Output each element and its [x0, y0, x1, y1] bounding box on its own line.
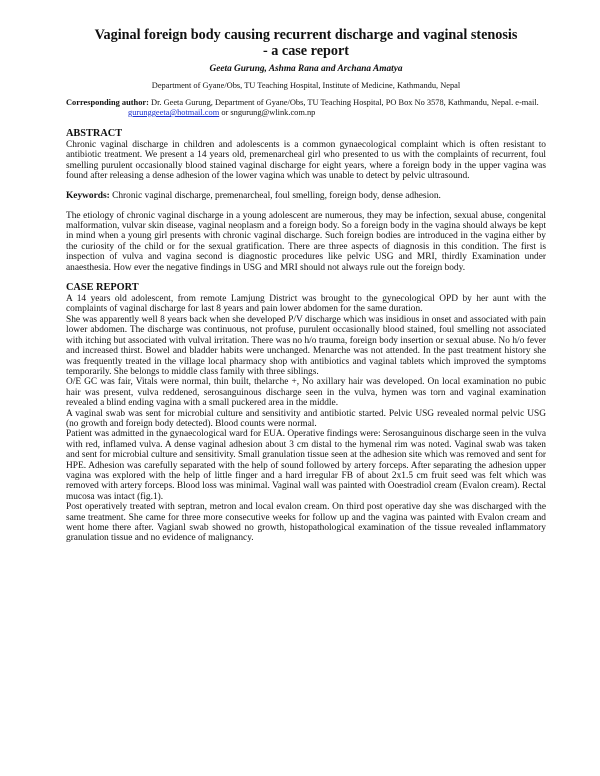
case-paragraph-6: Post operatively treated with septran, metron and local evalon cream. On third post operative day she was discharged with the same treatment. She came for three more consecutive weeks for follow up and the vagina was painted with Evalon cream and went home there after. Vagianl swab showed no growth, histopathological examination of the tissue revealed inflammatory granulation tissue and no evidence of malignancy.: [66, 502, 546, 544]
author-list: Geeta Gurung, Ashma Rana and Archana Amatya: [209, 64, 403, 74]
case-paragraph-5: Patient was admitted in the gynaecological ward for EUA. Operative findings were: Serosanguinous discharge seen in the vulva with red, inflamed vulva. A dense vaginal adhesion about 3 cm distal to the hymenal rim was noted. Vaginal swab was taken and sent for microbial culture and sensitivity. Small granulation tissue seen at the adhesion site which was removed and sent for HPE. Adhesion was carefully separated with the help of sound followed by artery forceps. After separating the adhesion upper vagina was explored with the help of little finger and a hard irregular FB of about 2x1.5 cm fruit seed was felt which was removed with artery forceps. Blood loss was minimal. Vaginal wall was painted with Ooestradiol cream (Evalon cream). Rectal mucosa was intact (fig.1).: [66, 429, 546, 502]
paper-title: [66, 27, 546, 59]
corresponding-author: [66, 98, 546, 118]
keywords: [66, 191, 546, 202]
case-paragraph-4: A vaginal swab was sent for microbial culture and sensitivity and antibiotic started. Pelvic USG revealed normal pelvic USG (no growth and foreign body detected). Blood counts were normal.: [66, 408, 546, 429]
title-line-1: Vaginal foreign body causing recurrent discharge and vaginal stenosis: [94, 27, 518, 43]
corresponding-tail: or sngurung@wlink.com.np: [221, 108, 316, 117]
keywords-text: Chronic vaginal discharge, premenarcheal, foul smelling, foreign body, dense adhesion.: [112, 190, 441, 201]
corresponding-text: Dr. Geeta Gurung, Department of Gyane/Obs, TU Teaching Hospital, PO Box No 3578, Kathmandu, Nepal. e-mail.: [151, 98, 539, 107]
case-report-heading: CASE REPORT: [66, 282, 139, 294]
abstract-heading: ABSTRACT: [66, 128, 123, 139]
case-paragraph-3: O/E GC was fair, Vitals were normal, thin built, thelarche +, No axillary hair was developed. On local examination no pubic hair was present, vulva reddened, serosanguinous discharge seen in the vulva, hymen was torn and vaginal examination revealed a blind ending vagina with a small puckered area in the middle.: [66, 377, 546, 409]
email-link[interactable]: gurunggeeta@hotmail.com: [128, 108, 220, 117]
intro-paragraph: The etiology of chronic vaginal discharge in a young adolescent are numerous, they may be infection, sexual abuse, congenital malformation, vulvar skin disease, vaginal neoplasm and a foreign body. So a foreign body in the vagina should always be kept in mind when a young girl presents with chronic vaginal discharge. Such foreign bodies are introduced in the vagina either by the curiosity of the child or for the sexual gratification. There are three aspects of diagnosis in this condition. The first is inspection of vulva and vagina second is diagnostic procedures like pelvic USG and MRI, thirdly Examination under anaesthesia. How ever the negative findings in USG and MRI should not always rule out the foreign body.: [66, 210, 546, 273]
title-line-2: - a case report: [262, 43, 349, 59]
case-paragraph-1: A 14 years old adolescent, from remote Lamjung District was brought to the gynecological OPD by her aunt with the complaints of vaginal discharge for last 8 years and pain lower abdomen for the same duration.: [66, 294, 546, 315]
affiliation: Department of Gyane/Obs, TU Teaching Hospital, Institute of Medicine, Kathmandu, Nepal: [151, 81, 461, 90]
keywords-label: Keywords:: [66, 190, 110, 201]
abstract-text: Chronic vaginal discharge in children and adolescents is a common gynaecological complaint which is often resistant to antibiotic treatment. We present a 14 years old, premenarcheal girl who presented to us with the complaints of recurrent, foul smelling purulent occasionally blood stained vaginal discharge for eight years, where a foreign body in the upper vagina was found after releasing a dense adhesion of the lower vagina which was unable to detect by pelvic ultrasound.: [66, 140, 546, 182]
corresponding-label: Corresponding author:: [66, 98, 149, 107]
case-paragraph-2: She was apparently well 8 years back when she developed P/V discharge which was insidious in onset and associated with pain lower abdomen. The discharge was continuous, not profuse, purulent occasionally blood stained, foul smelling not associated with itching but associated with vulval irritation. There was no h/o trauma, foreign body insertion or sexual abuse. No h/o fever and increased thirst. Bowel and bladder habits were unchanged. Menarche was not attended. In the past treatment history she was frequently treated in the village local pharmacy shop with antibiotics and vaginal tablets which improved the symptoms temporarily. She belongs to middle class family with three siblings.: [66, 314, 546, 377]
